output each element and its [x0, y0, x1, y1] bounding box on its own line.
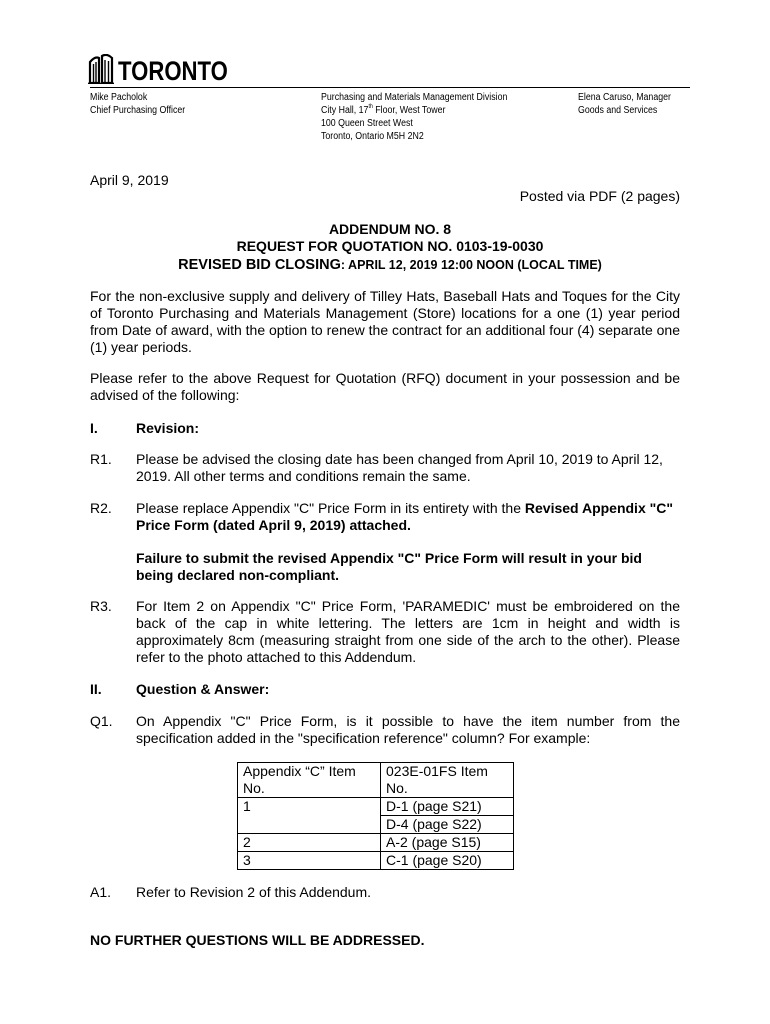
table-cell: 3 [238, 852, 381, 870]
table-header-cell: Appendix “C” Item No. [238, 763, 381, 798]
table-cell: A-2 (page S15) [381, 834, 514, 852]
manager-name: Elena Caruso, Manager [578, 92, 671, 103]
posted-note: Posted via PDF (2 pages) [519, 188, 680, 204]
document-date: April 9, 2019 [90, 172, 169, 188]
table-cell: 2 [238, 834, 381, 852]
closing-statement: NO FURTHER QUESTIONS WILL BE ADDRESSED. [90, 932, 425, 948]
toronto-logo [88, 48, 252, 84]
table-header-row [238, 763, 514, 798]
table-header-cell: 023E-01FS Item No. [381, 763, 514, 798]
table-cell [238, 816, 381, 834]
addendum-title: ADDENDUM NO. 8 [328, 221, 452, 237]
table-row [238, 852, 514, 870]
logo-wordmark: TORONTO [118, 56, 228, 86]
address-city: Toronto, Ontario M5H 2N2 [321, 131, 424, 142]
intro-paragraph: For the non-exclusive supply and delivery of Tilley Hats, Baseball Hats and Toques for the City of Toronto Purchasing and Materials Management (Store) locations for a one (1) year period from Date of award, with the option to renew the contract for an additional four (4) separate one (1) year periods. [90, 288, 680, 355]
table-cell: 1 [238, 798, 381, 816]
revised-closing: REVISED BID CLOSING: APRIL 12, 2019 12:00 NOON (LOCAL TIME) [178, 257, 602, 273]
table-row [238, 798, 514, 816]
address-line: City Hall, 17th Floor, West Tower [321, 104, 446, 116]
letterhead-middle [321, 91, 507, 143]
table-cell: D-1 (page S21) [381, 798, 514, 816]
table-row [238, 834, 514, 852]
officer-title: Chief Purchasing Officer [90, 105, 186, 116]
letterhead-left [90, 91, 185, 117]
officer-name: Mike Pacholok [90, 92, 148, 103]
refer-paragraph: Please refer to the above Request for Quotation (RFQ) document in your possession and be advised of the following: [90, 370, 680, 403]
table-cell: C-1 (page S20) [381, 852, 514, 870]
rfq-number: REQUEST FOR QUOTATION NO. 0103-19-0030 [236, 238, 544, 254]
table-cell: D-4 (page S22) [381, 816, 514, 834]
letterhead-right [578, 91, 671, 117]
header-rule [90, 87, 690, 88]
example-table [237, 762, 514, 870]
manager-dept: Goods and Services [578, 105, 658, 116]
table-row [238, 816, 514, 834]
division-name: Purchasing and Materials Management Division [321, 92, 508, 103]
address-street: 100 Queen Street West [321, 118, 413, 129]
city-hall-icon [88, 54, 114, 84]
